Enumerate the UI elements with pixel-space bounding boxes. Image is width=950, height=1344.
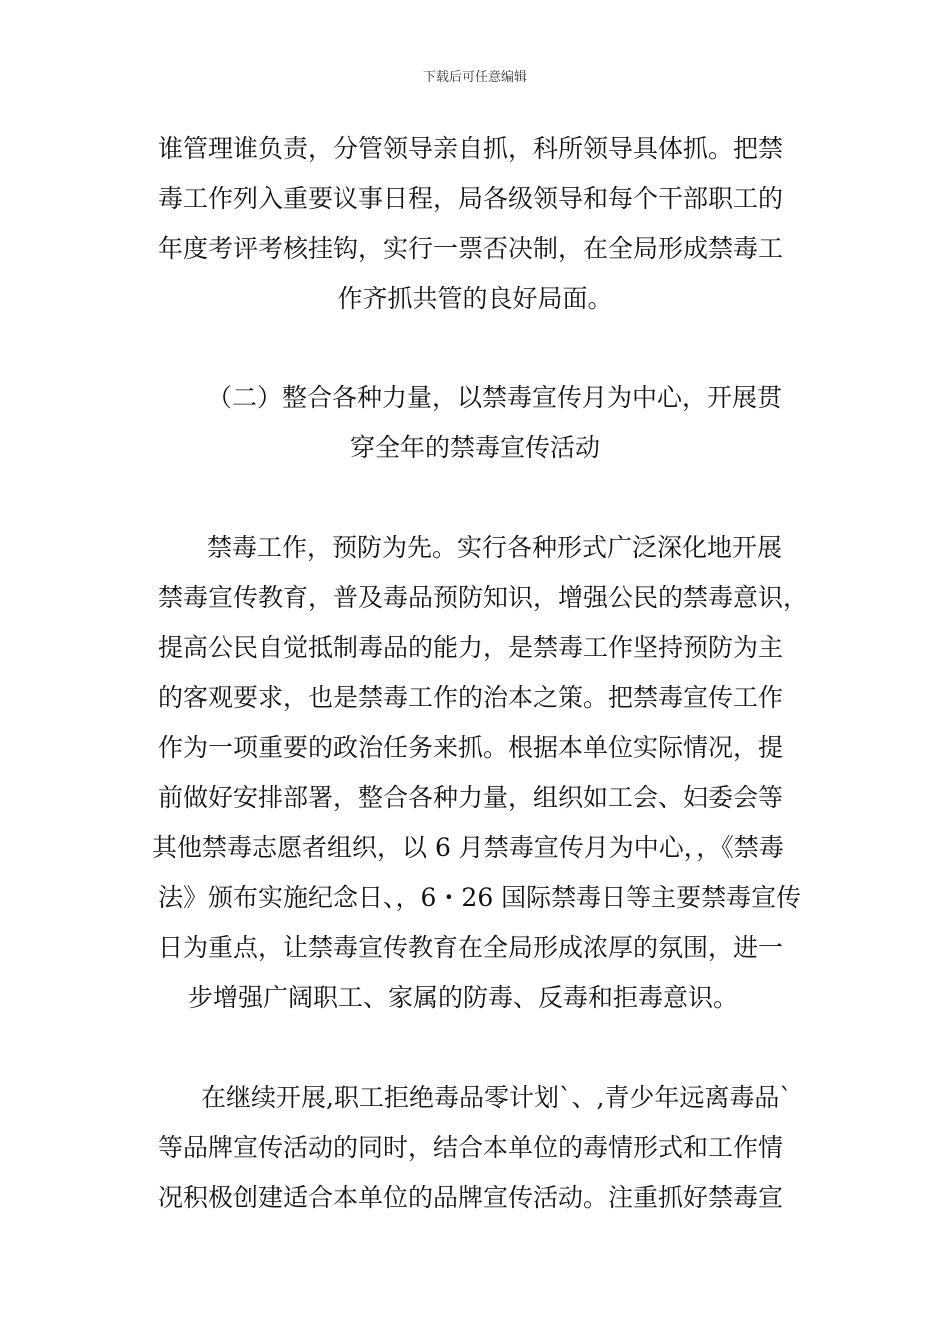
p1-line-3: 年度考评考核挂钩，实行一票否决制，在全局形成禁毒工 (158, 234, 784, 263)
p1-line-1: 谁管理谁负责，分管领导亲自抓，科所领导具体抓。把禁 (158, 134, 784, 163)
section-heading-line-2: 穿全年的禁毒宣传活动 (349, 433, 600, 462)
p2-line-9: 日为重点，让禁毒宣传教育在全局形成浓厚的氛围，进一 (158, 933, 784, 962)
p2-line-2: 禁毒宣传教育，普及毒品预防知识，增强公民的禁毒意识， (158, 583, 809, 612)
p2-line-10: 步增强广阔职工、家属的防毒、反毒和拒毒意识。 (188, 983, 739, 1012)
p1-line-2: 毒工作列入重要议事日程，局各级领导和每个干部职工的 (158, 184, 784, 213)
p2-line-6: 前做好安排部署，整合各种力量，组织如工会、妇委会等 (158, 783, 784, 812)
section-heading-line-1: （二）整合各种力量，以禁毒宣传月为中心，开展贯 (207, 383, 783, 412)
p3-line-3: 况积极创建适合本单位的品牌宣传活动。注重抓好禁毒宣 (158, 1183, 784, 1212)
p2-line-4: 的客观要求，也是禁毒工作的治本之策。把禁毒宣传工作 (158, 683, 784, 712)
p2-line-8: 法》颁布实施纪念日、，6・26 国际禁毒日等主要禁毒宣传 (158, 883, 802, 912)
p2-line-5: 作为一项重要的政治任务来抓。根据本单位实际情况，提 (158, 733, 784, 762)
p2-line-1: 禁毒工作，预防为先。实行各种形式广泛深化地开展 (207, 533, 783, 562)
p2-line-7: 其他禁毒志愿者组织，以 6 月禁毒宣传月为中心，，《禁毒 (152, 833, 784, 862)
p3-line-2: 等品牌宣传活动的同时，结合本单位的毒情形式和工作情 (158, 1133, 784, 1162)
p2-line-3: 提高公民自觉抵制毒品的能力，是禁毒工作坚持预防为主 (158, 633, 784, 662)
page-header: 下载后可任意编辑 (422, 70, 527, 85)
p3-line-1: 在继续开展,职工拒绝毒品零计划`、,青少年远离毒品` (201, 1083, 792, 1112)
p1-line-4: 作齐抓共管的良好局面。 (337, 284, 613, 313)
